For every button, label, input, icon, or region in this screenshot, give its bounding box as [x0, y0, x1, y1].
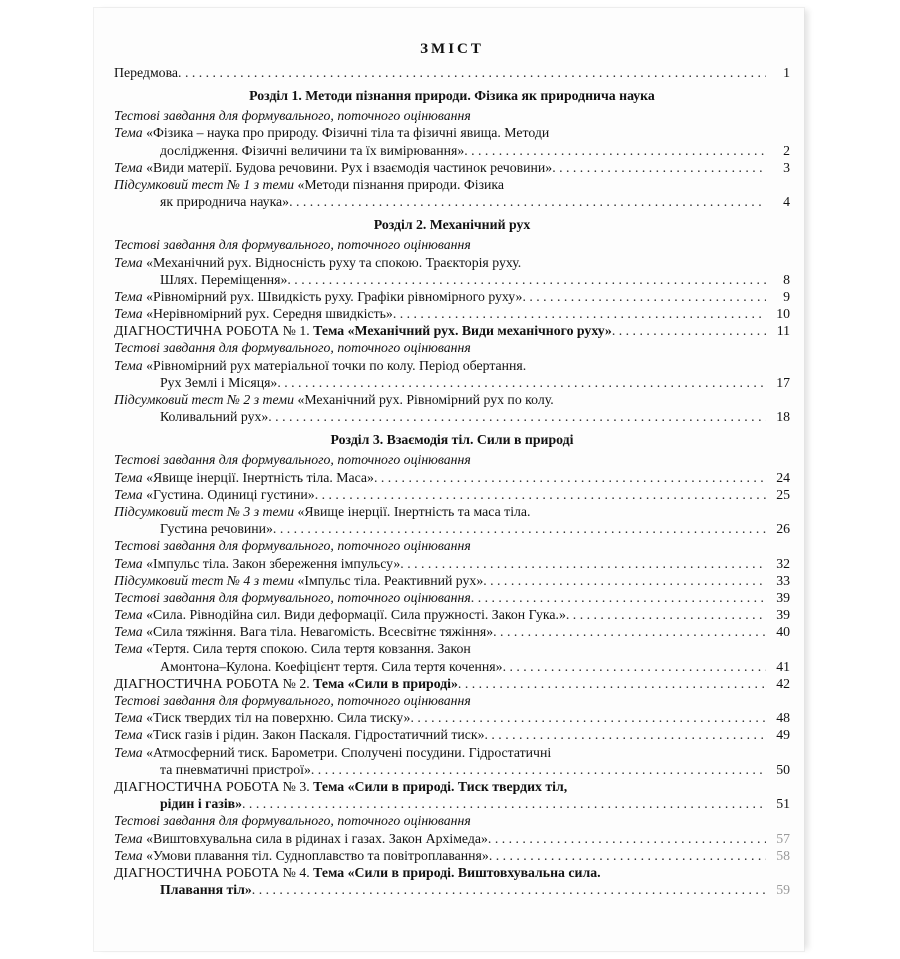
- toc-entry-diagnostic-2: ДІАГНОСТИЧНА РОБОТА № 2. Тема «Сили в природі» . . . 42: [114, 675, 790, 692]
- toc-entry: Тема «Імпульс тіла. Закон збереження імпульсу» . . . 32: [114, 555, 790, 572]
- toc-entry-line: Тема «Рівномірний рух матеріальної точки по колу. Період обертання.: [114, 357, 527, 373]
- toc-entry: Тема «Види матерії. Будова речовини. Рух і взаємодія частинок речовини» . . . 3: [114, 159, 790, 176]
- section-heading-1: Розділ 1. Методи пізнання природи. Фізика як природнича наука: [249, 88, 655, 104]
- toc-entry-line: Тема «Тертя. Сила тертя спокою. Сила тертя ковзання. Закон: [114, 641, 471, 657]
- toc-entry: Шлях. Переміщення» . . . 8: [114, 271, 790, 288]
- toc-entry-diagnostic-4: Плавання тіл» . . . 59: [114, 881, 790, 898]
- subheading: Тестові завдання для формувального, поточного оцінювання: [114, 693, 471, 708]
- toc-entry: Густина речовини» . . . 26: [114, 520, 790, 537]
- toc-entry-line: ДІАГНОСТИЧНА РОБОТА № 4. Тема «Сили в природі. Виштовхувальна сила.: [114, 864, 601, 880]
- toc-entry: Підсумковий тест № 4 з теми «Імпульс тіла. Реактивний рух» . . . 33: [114, 572, 790, 589]
- toc-entry: Тема «Тиск газів і рідин. Закон Паскаля. Гідростатичний тиск» . . . 49: [114, 726, 790, 743]
- toc-entry: Тема «Сила тяжіння. Вага тіла. Невагомість. Всесвітнє тяжіння» . . . 40: [114, 623, 790, 640]
- toc-entry-diagnostic-3: рідин і газів» . . . 51: [114, 795, 790, 812]
- toc-entry: Тема «Нерівномірний рух. Середня швидкість» . . . 10: [114, 305, 790, 322]
- toc-entry: Тема «Явище інерції. Інертність тіла. Маса» . . . 24: [114, 469, 790, 486]
- page-title: ЗМІСТ: [420, 41, 484, 57]
- toc-entry-line: Підсумковий тест № 1 з теми «Методи пізнання природи. Фізика: [114, 176, 505, 192]
- toc-entry-line: Тема «Фізика – наука про природу. Фізичні тіла та фізичні явища. Методи: [114, 125, 550, 141]
- toc-entry: Тема «Густина. Одиниці густини» . . . 25: [114, 486, 790, 503]
- section-heading-3: Розділ 3. Взаємодія тіл. Сили в природі: [330, 432, 574, 448]
- section-heading-2: Розділ 2. Механічний рух: [373, 217, 531, 233]
- toc-entry: дослідження. Фізичні величини та їх вимірювання» . . . 2: [114, 142, 790, 159]
- subheading: Тестові завдання для формувального, поточного оцінювання: [114, 237, 471, 253]
- subheading: Тестові завдання для формувального, поточного оцінювання: [114, 452, 471, 468]
- toc-entry: та пневматичні пристрої» . . . 50: [114, 761, 790, 778]
- subheading: Тестові завдання для формувального, поточного оцінювання: [114, 538, 471, 554]
- toc-entry-line: ДІАГНОСТИЧНА РОБОТА № 3. Тема «Сили в природі. Тиск твердих тіл,: [114, 778, 568, 794]
- toc-entry: Тема «Рівномірний рух. Швидкість руху. Графіки рівномірного руху» . . . 9: [114, 288, 790, 305]
- toc-entry-line: Тема «Атмосферний тиск. Барометри. Сполучені посудини. Гідростатичні: [114, 744, 552, 760]
- toc-entry-subheading: Тестові завдання для формувального, поточного оцінювання . . . 39: [114, 589, 790, 606]
- toc-entry: Тема «Умови плавання тіл. Судноплавство та повітроплавання» . . . 58: [114, 847, 790, 864]
- toc-entry: Тема «Сила. Рівнодійна сил. Види деформації. Сила пружності. Закон Гука.» . . . 39: [114, 606, 790, 623]
- toc-entry-line: Підсумковий тест № 3 з теми «Явище інерції. Інертність та маса тіла.: [114, 503, 531, 519]
- toc-entry: як природнича наука» . . . 4: [114, 193, 790, 210]
- subheading: Тестові завдання для формувального, поточного оцінювання: [114, 340, 471, 356]
- toc-entry: Тема «Тиск твердих тіл на поверхню. Сила тиску» . . . 48: [114, 709, 790, 726]
- toc-entry-line: Підсумковий тест № 2 з теми «Механічний рух. Рівномірний рух по колу.: [114, 392, 554, 407]
- toc-entry: Рух Землі і Місяця» . . . 17: [114, 374, 790, 391]
- table-of-contents: [114, 38, 790, 898]
- subheading: Тестові завдання для формувального, поточного оцінювання: [114, 108, 471, 124]
- toc-entry-line: Тема «Механічний рух. Відносність руху та спокою. Траєкторія руху.: [114, 254, 522, 270]
- toc-entry: Коливальний рух» . . . 18: [114, 408, 790, 425]
- toc-entry-diagnostic-1: ДІАГНОСТИЧНА РОБОТА № 1. Тема «Механічний рух. Види механічного руху» . . . 11: [114, 322, 790, 339]
- toc-entry: Амонтона–Кулона. Коефіцієнт тертя. Сила тертя кочення» . . . 41: [114, 658, 790, 675]
- toc-entry: Тема «Виштовхувальна сила в рідинах і газах. Закон Архімеда» . . . 57: [114, 830, 790, 847]
- toc-entry-preface: Передмова . . . 1: [114, 64, 790, 81]
- subheading: Тестові завдання для формувального, поточного оцінювання: [114, 813, 471, 829]
